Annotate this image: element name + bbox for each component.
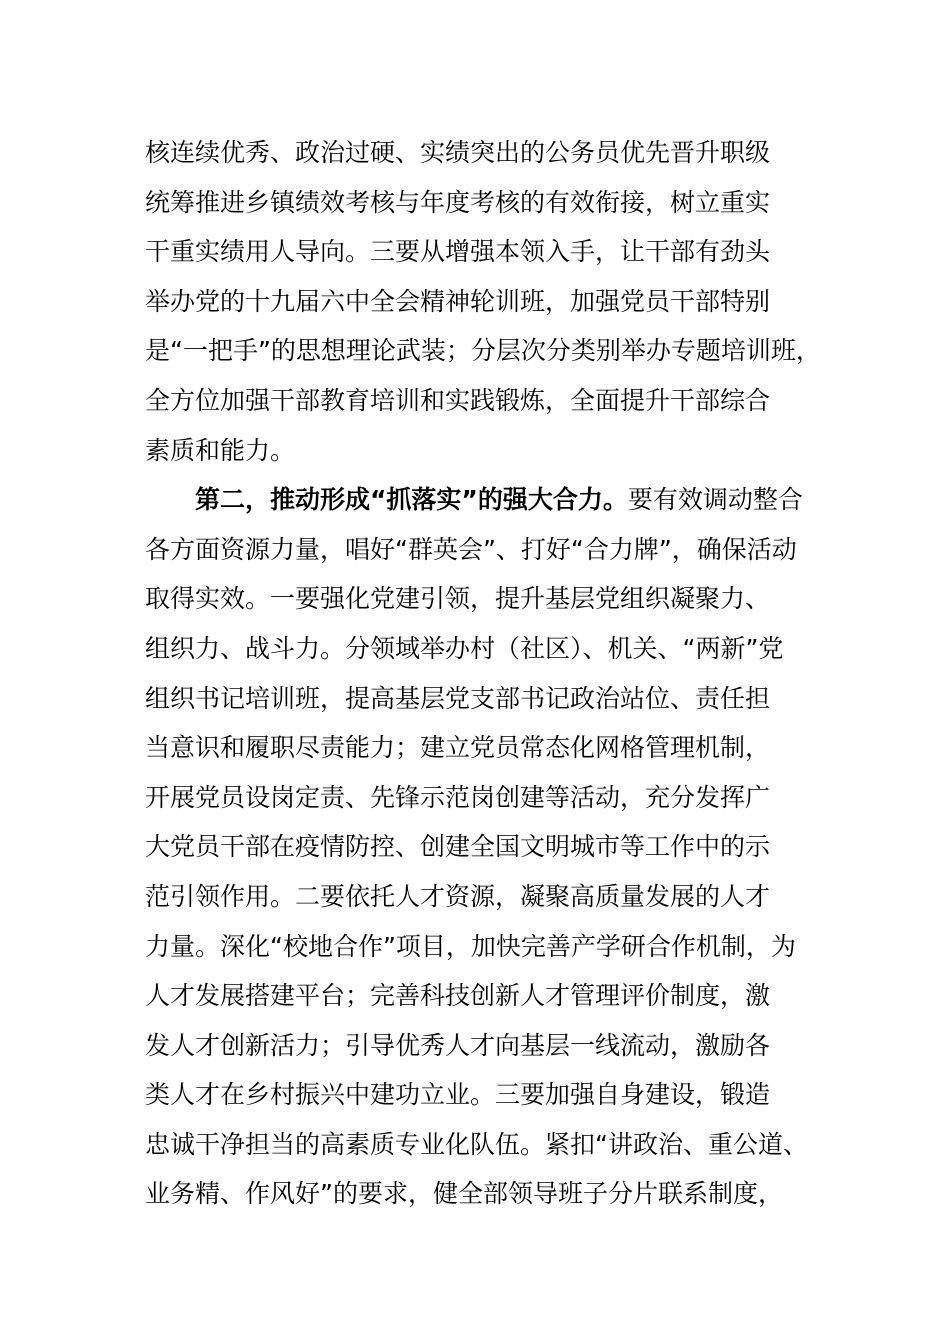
text-line: 开展党员设岗定责、先锋示范岗创建等活动，充分发挥广 — [145, 782, 771, 812]
text-line: 发人才创新活力；引导优秀人才向基层一线流动，激励各 — [145, 1030, 771, 1060]
text-line: 举办党的十九届六中全会精神轮训班，加强党员干部特别 — [145, 286, 771, 316]
text-line: 核连续优秀、政治过硬、实绩突出的公务员优先晋升职级 — [145, 138, 771, 167]
text-line: 全方位加强干部教育培训和实践锻炼，全面提升干部综合 — [145, 385, 771, 415]
text-line: 力量。深化“校地合作”项目，加快完善产学研合作机制，为 — [145, 931, 796, 961]
text-line: 各方面资源力量，唱好“群英会”、打好“合力牌”，确保活动 — [145, 534, 797, 564]
text-line: 业务精、作风好”的要求，健全部领导班子分片联系制度， — [145, 1179, 783, 1209]
text-line: 当意识和履职尽责能力；建立党员常态化网格管理机制， — [145, 733, 771, 763]
text-line: 组织书记培训班，提高基层党支部书记政治站位、责任担 — [145, 683, 771, 713]
paragraph-first-line-text: 要有效调动整合 — [627, 485, 803, 515]
text-line: 干重实绩用人导向。三要从增强本领入手，让干部有劲头 — [145, 237, 771, 267]
text-line: 统筹推进乡镇绩效考核与年度考核的有效衔接，树立重实 — [145, 187, 771, 217]
text-line: 素质和能力。 — [145, 435, 296, 465]
text-line: 取得实效。一要强化党建引领，提升基层党组织凝聚力、 — [145, 584, 771, 614]
paragraph-heading: 第二，推动形成“抓落实”的强大合力。 — [195, 485, 628, 515]
paragraph-first-line — [195, 475, 935, 525]
text-line: 范引领作用。二要依托人才资源，凝聚高质量发展的人才 — [145, 881, 771, 911]
text-line: 类人才在乡村振兴中建功立业。三要加强自身建设，锻造 — [145, 1080, 771, 1110]
text-line: 人才发展搭建平台；完善科技创新人才管理评价制度，激 — [145, 981, 771, 1011]
document-body — [0, 128, 950, 1219]
text-line: 是“一把手”的思想理论武装；分层次分类别举办专题培训班， — [145, 336, 821, 366]
text-line: 忠诚干净担当的高素质专业化队伍。紧扣“讲政治、重公道、 — [145, 1129, 808, 1159]
text-line: 大党员干部在疫情防控、创建全国文明城市等工作中的示 — [145, 832, 771, 862]
text-line: 组织力、战斗力。分领域举办村（社区）、机关、“两新”党 — [145, 633, 784, 663]
